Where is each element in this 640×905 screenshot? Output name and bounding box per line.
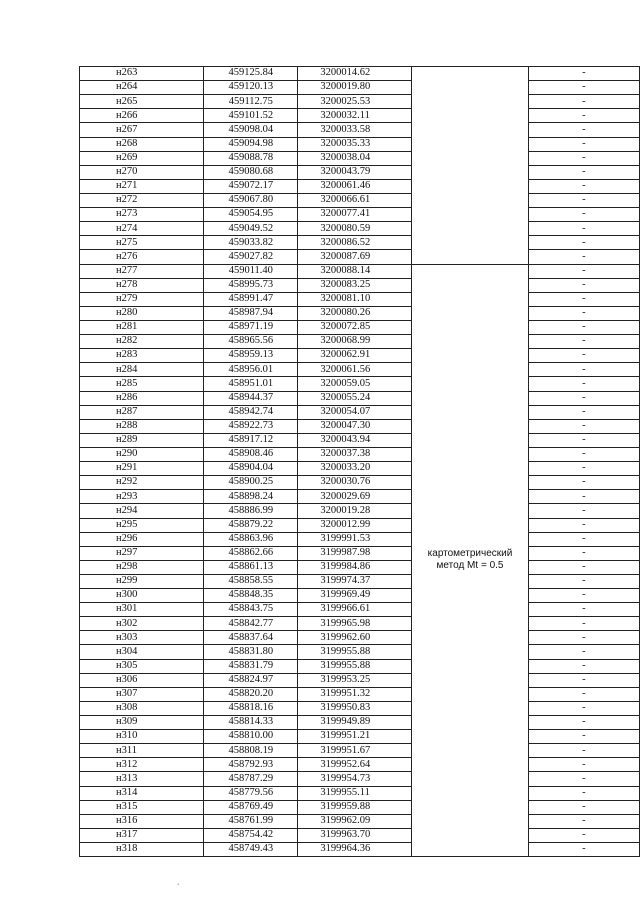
x-coordinate-cell: 458831.79 <box>204 659 298 673</box>
y-coordinate-cell: 3200047.30 <box>298 419 412 433</box>
note-cell: - <box>528 560 639 574</box>
point-name-cell: н288 <box>80 419 204 433</box>
y-coordinate-cell: 3199949.89 <box>298 716 412 730</box>
note-cell: - <box>528 828 639 842</box>
note-cell: - <box>528 800 639 814</box>
table-row <box>80 476 640 490</box>
table-row <box>80 151 640 165</box>
point-name-cell: н275 <box>80 236 204 250</box>
x-coordinate-cell: 458995.73 <box>204 278 298 292</box>
point-name-cell: н313 <box>80 772 204 786</box>
note-cell: - <box>528 165 639 179</box>
note-cell: - <box>528 659 639 673</box>
x-coordinate-cell: 458971.19 <box>204 320 298 334</box>
note-cell: - <box>528 645 639 659</box>
table-row <box>80 335 640 349</box>
x-coordinate-cell: 459054.95 <box>204 208 298 222</box>
note-cell: - <box>528 814 639 828</box>
note-cell: - <box>528 349 639 363</box>
table-row <box>80 631 640 645</box>
y-coordinate-cell: 3200030.76 <box>298 476 412 490</box>
table-row <box>80 250 640 264</box>
y-coordinate-cell: 3200072.85 <box>298 320 412 334</box>
point-name-cell: н309 <box>80 716 204 730</box>
table-row <box>80 828 640 842</box>
note-cell: - <box>528 701 639 715</box>
y-coordinate-cell: 3199965.98 <box>298 617 412 631</box>
note-cell: - <box>528 137 639 151</box>
y-coordinate-cell: 3200088.14 <box>298 264 412 278</box>
point-name-cell: н266 <box>80 109 204 123</box>
table-row <box>80 758 640 772</box>
y-coordinate-cell: 3199966.61 <box>298 603 412 617</box>
table-row <box>80 95 640 109</box>
point-name-cell: н274 <box>80 222 204 236</box>
note-cell: - <box>528 320 639 334</box>
note-cell: - <box>528 81 639 95</box>
method-label: картометрический <box>427 548 513 560</box>
x-coordinate-cell: 458965.56 <box>204 335 298 349</box>
note-cell: - <box>528 391 639 405</box>
y-coordinate-cell: 3199952.64 <box>298 758 412 772</box>
x-coordinate-cell: 458951.01 <box>204 377 298 391</box>
point-name-cell: н306 <box>80 673 204 687</box>
y-coordinate-cell: 3200086.52 <box>298 236 412 250</box>
note-cell: - <box>528 716 639 730</box>
point-name-cell: н304 <box>80 645 204 659</box>
table-row <box>80 193 640 207</box>
y-coordinate-cell: 3199962.60 <box>298 631 412 645</box>
x-coordinate-cell: 459080.68 <box>204 165 298 179</box>
note-cell: - <box>528 264 639 278</box>
point-name-cell: н263 <box>80 67 204 81</box>
table-row <box>80 786 640 800</box>
note-cell: - <box>528 574 639 588</box>
table-row <box>80 603 640 617</box>
y-coordinate-cell: 3200029.69 <box>298 490 412 504</box>
note-cell: - <box>528 433 639 447</box>
y-coordinate-cell: 3199951.32 <box>298 687 412 701</box>
point-name-cell: н302 <box>80 617 204 631</box>
x-coordinate-cell: 458820.20 <box>204 687 298 701</box>
note-cell: - <box>528 603 639 617</box>
point-name-cell: н310 <box>80 730 204 744</box>
table-row <box>80 518 640 532</box>
x-coordinate-cell: 459072.17 <box>204 179 298 193</box>
table-row <box>80 377 640 391</box>
point-name-cell: н276 <box>80 250 204 264</box>
point-name-cell: н294 <box>80 504 204 518</box>
point-name-cell: н297 <box>80 546 204 560</box>
x-coordinate-cell: 458942.74 <box>204 405 298 419</box>
point-name-cell: н269 <box>80 151 204 165</box>
table-row <box>80 546 640 560</box>
note-cell: - <box>528 95 639 109</box>
y-coordinate-cell: 3200087.69 <box>298 250 412 264</box>
note-cell: - <box>528 730 639 744</box>
point-name-cell: н268 <box>80 137 204 151</box>
note-cell: - <box>528 405 639 419</box>
y-coordinate-cell: 3200059.05 <box>298 377 412 391</box>
x-coordinate-cell: 458858.55 <box>204 574 298 588</box>
table-row <box>80 278 640 292</box>
point-name-cell: н272 <box>80 193 204 207</box>
table-row <box>80 687 640 701</box>
table-row <box>80 405 640 419</box>
y-coordinate-cell: 3200061.46 <box>298 179 412 193</box>
x-coordinate-cell: 458837.64 <box>204 631 298 645</box>
y-coordinate-cell: 3200035.33 <box>298 137 412 151</box>
table-row <box>80 208 640 222</box>
note-cell: - <box>528 744 639 758</box>
method-accuracy: метод Mt = 0.5 <box>436 560 504 572</box>
x-coordinate-cell: 458754.42 <box>204 828 298 842</box>
point-name-cell: н295 <box>80 518 204 532</box>
x-coordinate-cell: 458814.33 <box>204 716 298 730</box>
table-row <box>80 306 640 320</box>
note-cell: - <box>528 222 639 236</box>
note-cell: - <box>528 447 639 461</box>
point-name-cell: н270 <box>80 165 204 179</box>
table-row <box>80 447 640 461</box>
y-coordinate-cell: 3200019.80 <box>298 81 412 95</box>
x-coordinate-cell: 459125.84 <box>204 67 298 81</box>
y-coordinate-cell: 3199954.73 <box>298 772 412 786</box>
table-row <box>80 730 640 744</box>
x-coordinate-cell: 459101.52 <box>204 109 298 123</box>
note-cell: - <box>528 123 639 137</box>
point-name-cell: н281 <box>80 320 204 334</box>
point-name-cell: н280 <box>80 306 204 320</box>
x-coordinate-cell: 458810.00 <box>204 730 298 744</box>
note-cell: - <box>528 687 639 701</box>
y-coordinate-cell: 3200061.56 <box>298 363 412 377</box>
x-coordinate-cell: 458787.29 <box>204 772 298 786</box>
table-row <box>80 716 640 730</box>
y-coordinate-cell: 3200033.58 <box>298 123 412 137</box>
x-coordinate-cell: 458749.43 <box>204 843 298 857</box>
x-coordinate-cell: 459033.82 <box>204 236 298 250</box>
x-coordinate-cell: 458991.47 <box>204 292 298 306</box>
note-cell: - <box>528 504 639 518</box>
note-cell: - <box>528 250 639 264</box>
x-coordinate-cell: 459120.13 <box>204 81 298 95</box>
y-coordinate-cell: 3200062.91 <box>298 349 412 363</box>
point-name-cell: н316 <box>80 814 204 828</box>
y-coordinate-cell: 3199953.25 <box>298 673 412 687</box>
table-row <box>80 659 640 673</box>
note-cell: - <box>528 292 639 306</box>
point-name-cell: н314 <box>80 786 204 800</box>
y-coordinate-cell: 3199955.88 <box>298 659 412 673</box>
table-row <box>80 391 640 405</box>
x-coordinate-cell: 458917.12 <box>204 433 298 447</box>
x-coordinate-cell: 458842.77 <box>204 617 298 631</box>
point-name-cell: н289 <box>80 433 204 447</box>
x-coordinate-cell: 459011.40 <box>204 264 298 278</box>
y-coordinate-cell: 3199987.98 <box>298 546 412 560</box>
y-coordinate-cell: 3199959.88 <box>298 800 412 814</box>
table-row <box>80 264 640 278</box>
x-coordinate-cell: 458904.04 <box>204 462 298 476</box>
point-name-cell: н292 <box>80 476 204 490</box>
table-row <box>80 222 640 236</box>
point-name-cell: н308 <box>80 701 204 715</box>
y-coordinate-cell: 3200014.62 <box>298 67 412 81</box>
note-cell: - <box>528 208 639 222</box>
note-cell: - <box>528 419 639 433</box>
note-cell: - <box>528 673 639 687</box>
y-coordinate-cell: 3200083.25 <box>298 278 412 292</box>
y-coordinate-cell: 3199950.83 <box>298 701 412 715</box>
note-cell: - <box>528 109 639 123</box>
table-row <box>80 843 640 857</box>
y-coordinate-cell: 3199984.86 <box>298 560 412 574</box>
y-coordinate-cell: 3199955.88 <box>298 645 412 659</box>
note-cell: - <box>528 236 639 250</box>
x-coordinate-cell: 458908.46 <box>204 447 298 461</box>
table-row <box>80 490 640 504</box>
table-row <box>80 462 640 476</box>
table-row <box>80 645 640 659</box>
note-cell: - <box>528 179 639 193</box>
note-cell: - <box>528 363 639 377</box>
note-cell: - <box>528 151 639 165</box>
point-name-cell: н296 <box>80 532 204 546</box>
x-coordinate-cell: 458886.99 <box>204 504 298 518</box>
y-coordinate-cell: 3200025.53 <box>298 95 412 109</box>
footer-mark: ‘ <box>177 882 180 890</box>
table-row <box>80 574 640 588</box>
x-coordinate-cell: 459112.75 <box>204 95 298 109</box>
y-coordinate-cell: 3200081.10 <box>298 292 412 306</box>
note-cell: - <box>528 278 639 292</box>
table-row <box>80 81 640 95</box>
y-coordinate-cell: 3200080.26 <box>298 306 412 320</box>
y-coordinate-cell: 3200012.99 <box>298 518 412 532</box>
table-row <box>80 363 640 377</box>
y-coordinate-cell: 3200043.94 <box>298 433 412 447</box>
table-row <box>80 532 640 546</box>
y-coordinate-cell: 3199991.53 <box>298 532 412 546</box>
point-name-cell: н298 <box>80 560 204 574</box>
table-row <box>80 560 640 574</box>
note-cell: - <box>528 843 639 857</box>
x-coordinate-cell: 458879.22 <box>204 518 298 532</box>
table-row <box>80 349 640 363</box>
y-coordinate-cell: 3200033.20 <box>298 462 412 476</box>
x-coordinate-cell: 458818.16 <box>204 701 298 715</box>
note-cell: - <box>528 490 639 504</box>
y-coordinate-cell: 3199951.67 <box>298 744 412 758</box>
y-coordinate-cell: 3199974.37 <box>298 574 412 588</box>
note-cell: - <box>528 546 639 560</box>
y-coordinate-cell: 3199951.21 <box>298 730 412 744</box>
table-row <box>80 109 640 123</box>
table-row <box>80 800 640 814</box>
point-name-cell: н318 <box>80 843 204 857</box>
point-name-cell: н290 <box>80 447 204 461</box>
x-coordinate-cell: 458987.94 <box>204 306 298 320</box>
point-name-cell: н315 <box>80 800 204 814</box>
point-name-cell: н264 <box>80 81 204 95</box>
point-name-cell: н291 <box>80 462 204 476</box>
x-coordinate-cell: 458956.01 <box>204 363 298 377</box>
x-coordinate-cell: 458959.13 <box>204 349 298 363</box>
point-name-cell: н303 <box>80 631 204 645</box>
point-name-cell: н265 <box>80 95 204 109</box>
x-coordinate-cell: 458900.25 <box>204 476 298 490</box>
note-cell: - <box>528 476 639 490</box>
table-row <box>80 673 640 687</box>
note-cell: - <box>528 772 639 786</box>
table-row <box>80 701 640 715</box>
y-coordinate-cell: 3199969.49 <box>298 589 412 603</box>
method-cell <box>412 264 529 857</box>
table-row <box>80 772 640 786</box>
point-name-cell: н267 <box>80 123 204 137</box>
point-name-cell: н311 <box>80 744 204 758</box>
table-row <box>80 123 640 137</box>
x-coordinate-cell: 459027.82 <box>204 250 298 264</box>
point-name-cell: н312 <box>80 758 204 772</box>
point-name-cell: н293 <box>80 490 204 504</box>
note-cell: - <box>528 631 639 645</box>
note-cell: - <box>528 193 639 207</box>
table-row <box>80 292 640 306</box>
x-coordinate-cell: 459088.78 <box>204 151 298 165</box>
x-coordinate-cell: 458808.19 <box>204 744 298 758</box>
y-coordinate-cell: 3199955.11 <box>298 786 412 800</box>
note-cell: - <box>528 462 639 476</box>
table-row <box>80 179 640 193</box>
coordinates-table-body <box>80 67 640 857</box>
table-row <box>80 814 640 828</box>
point-name-cell: н299 <box>80 574 204 588</box>
table-row <box>80 419 640 433</box>
table-row <box>80 589 640 603</box>
table-row <box>80 165 640 179</box>
x-coordinate-cell: 458843.75 <box>204 603 298 617</box>
y-coordinate-cell: 3200019.28 <box>298 504 412 518</box>
y-coordinate-cell: 3200080.59 <box>298 222 412 236</box>
point-name-cell: н277 <box>80 264 204 278</box>
table-row <box>80 320 640 334</box>
x-coordinate-cell: 459094.98 <box>204 137 298 151</box>
point-name-cell: н300 <box>80 589 204 603</box>
x-coordinate-cell: 458861.13 <box>204 560 298 574</box>
y-coordinate-cell: 3200043.79 <box>298 165 412 179</box>
note-cell: - <box>528 617 639 631</box>
x-coordinate-cell: 459098.04 <box>204 123 298 137</box>
table-row <box>80 433 640 447</box>
table-row <box>80 236 640 250</box>
point-name-cell: н283 <box>80 349 204 363</box>
x-coordinate-cell: 458831.80 <box>204 645 298 659</box>
y-coordinate-cell: 3200032.11 <box>298 109 412 123</box>
x-coordinate-cell: 458922.73 <box>204 419 298 433</box>
method-cell-empty <box>412 67 529 265</box>
x-coordinate-cell: 458863.96 <box>204 532 298 546</box>
point-name-cell: н271 <box>80 179 204 193</box>
x-coordinate-cell: 459049.52 <box>204 222 298 236</box>
note-cell: - <box>528 335 639 349</box>
x-coordinate-cell: 458898.24 <box>204 490 298 504</box>
y-coordinate-cell: 3199964.36 <box>298 843 412 857</box>
y-coordinate-cell: 3200037.38 <box>298 447 412 461</box>
coordinates-table <box>79 66 640 857</box>
x-coordinate-cell: 458824.97 <box>204 673 298 687</box>
point-name-cell: н305 <box>80 659 204 673</box>
y-coordinate-cell: 3200038.04 <box>298 151 412 165</box>
table-row <box>80 137 640 151</box>
point-name-cell: н284 <box>80 363 204 377</box>
note-cell: - <box>528 518 639 532</box>
point-name-cell: н278 <box>80 278 204 292</box>
note-cell: - <box>528 306 639 320</box>
x-coordinate-cell: 458761.99 <box>204 814 298 828</box>
x-coordinate-cell: 458792.93 <box>204 758 298 772</box>
note-cell: - <box>528 67 639 81</box>
point-name-cell: н273 <box>80 208 204 222</box>
note-cell: - <box>528 532 639 546</box>
note-cell: - <box>528 589 639 603</box>
point-name-cell: н301 <box>80 603 204 617</box>
note-cell: - <box>528 377 639 391</box>
y-coordinate-cell: 3199962.09 <box>298 814 412 828</box>
table-row <box>80 67 640 81</box>
note-cell: - <box>528 786 639 800</box>
y-coordinate-cell: 3200068.99 <box>298 335 412 349</box>
y-coordinate-cell: 3200055.24 <box>298 391 412 405</box>
x-coordinate-cell: 459067.80 <box>204 193 298 207</box>
x-coordinate-cell: 458769.49 <box>204 800 298 814</box>
point-name-cell: н317 <box>80 828 204 842</box>
x-coordinate-cell: 458779.56 <box>204 786 298 800</box>
table-row <box>80 744 640 758</box>
y-coordinate-cell: 3200077.41 <box>298 208 412 222</box>
y-coordinate-cell: 3200066.61 <box>298 193 412 207</box>
point-name-cell: н307 <box>80 687 204 701</box>
point-name-cell: н279 <box>80 292 204 306</box>
table-row <box>80 504 640 518</box>
point-name-cell: н285 <box>80 377 204 391</box>
point-name-cell: н282 <box>80 335 204 349</box>
note-cell: - <box>528 758 639 772</box>
x-coordinate-cell: 458848.35 <box>204 589 298 603</box>
y-coordinate-cell: 3199963.70 <box>298 828 412 842</box>
table-row <box>80 617 640 631</box>
point-name-cell: н286 <box>80 391 204 405</box>
x-coordinate-cell: 458944.37 <box>204 391 298 405</box>
point-name-cell: н287 <box>80 405 204 419</box>
y-coordinate-cell: 3200054.07 <box>298 405 412 419</box>
x-coordinate-cell: 458862.66 <box>204 546 298 560</box>
